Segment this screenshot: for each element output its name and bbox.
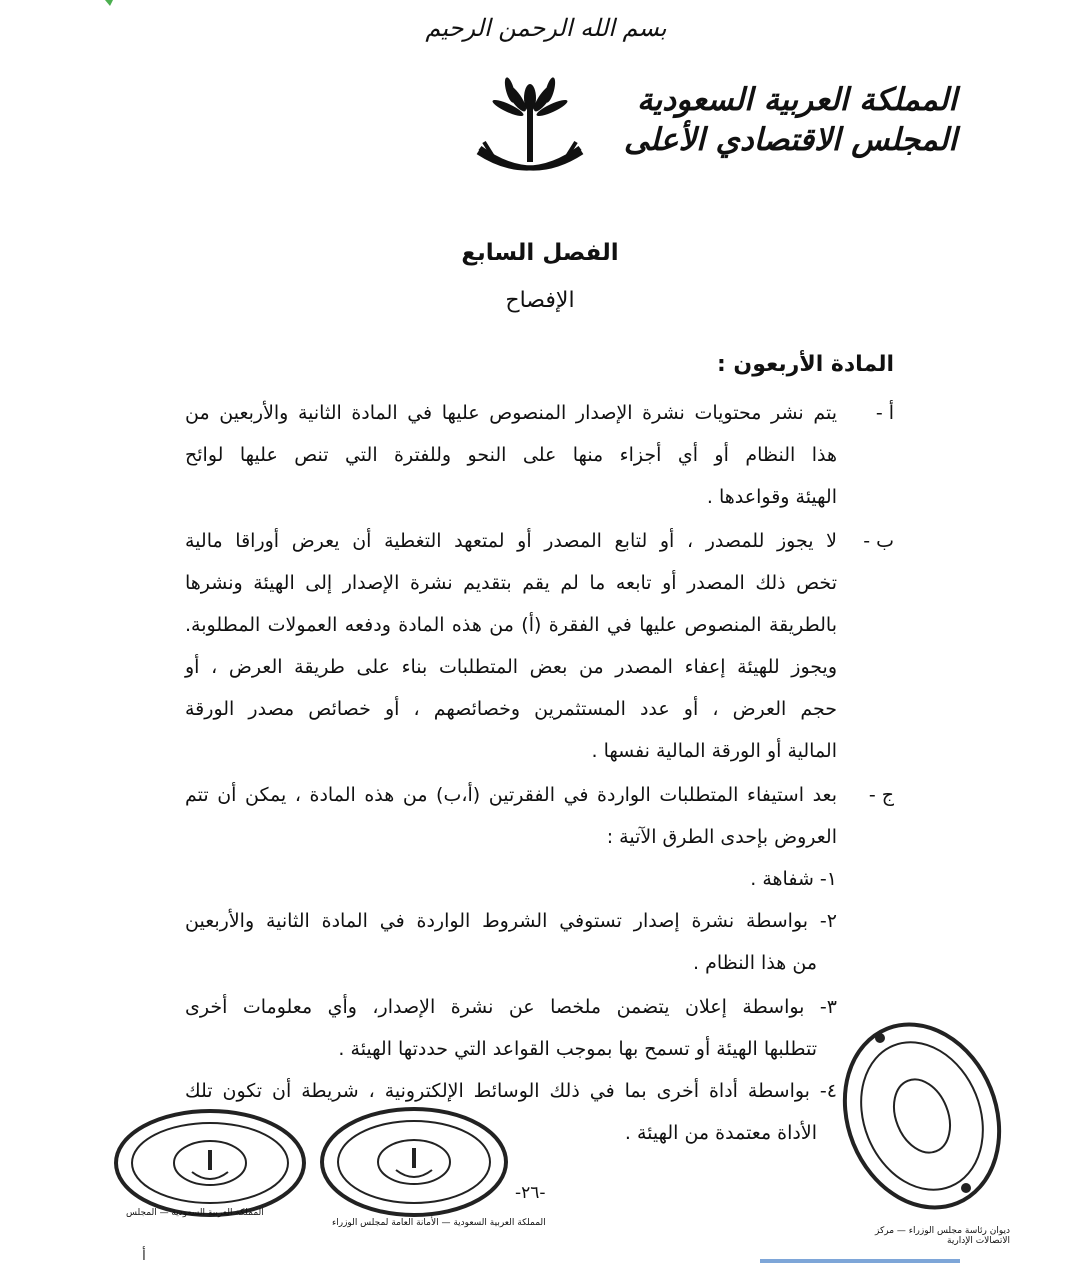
council-name: المجلس الاقتصادي الأعلى [623,122,957,159]
corner-triangle-icon [100,0,116,8]
chapter-title: الفصل السابع [461,240,619,266]
section-line: تخص ذلك المصدر أو تابعه ما لم يقم بتقديم نشرة الإصدار إلى الهيئة ونشرها [185,572,837,594]
basmala: بسم الله الرحمن الرحيم [425,14,667,42]
section-line: العروض بإحدى الطرق الآتية : [606,826,837,848]
left-stamp-icon [112,1108,308,1218]
section-marker: ب - [863,530,894,552]
chapter-subtitle: الإفصاح [505,288,575,313]
section-line: الهيئة وقواعدها . [706,486,837,508]
section-marker: أ - [875,402,894,424]
section-line: لا يجوز للمصدر ، أو لتابع المصدر أو لمتعهد التغطية أن يعرض أوراقا مالية [185,530,837,552]
letterhead [624,80,957,161]
section-line: هذا النظام أو أي أجزاء منها على النحو وللفترة التي تنص عليها لوائح [185,444,837,466]
section-line: بعد استيفاء المتطلبات الواردة في الفقرتين (أ،ب) من هذه المادة ، يمكن أن تتم [185,784,837,806]
middle-stamp-text: المملكة العربية السعودية — الأمانة العامة لمجلس الوزراء [332,1218,546,1228]
article-title: المادة الأربعون : [716,352,894,377]
list-item: من هذا النظام . [692,952,817,974]
list-item: ٤- بواسطة أداة أخرى بما في ذلك الوسائط الإلكترونية ، شريطة أن تكون تلك [185,1080,837,1102]
section-line: المالية أو الورقة المالية نفسها . [591,740,837,762]
right-stamp-icon [842,1016,1002,1216]
kingdom-name: المملكة العربية السعودية [637,82,957,118]
list-item: الأداة معتمدة من الهيئة . [624,1122,817,1144]
section-marker: ج - [868,784,894,806]
list-item: ١- شفاهة . [750,868,837,890]
list-item: تتطلبها الهيئة أو تسمح بها بموجب القواعد التي حددتها الهيئة . [338,1038,817,1060]
list-item: ٢- بواسطة نشرة إصدار تستوفي الشروط الواردة في المادة الثانية والأربعين [185,910,837,932]
section-line: ويجوز للهيئة إعفاء المصدر من بعض المتطلبات بناء على طريقة العرض ، أو [185,656,837,678]
section-line: بالطريقة المنصوص عليها في الفقرة (أ) من هذه المادة ودفعه العمولات المطلوبة. [185,614,837,636]
right-stamp-text: ديوان رئاسة مجلس الوزراء — مركز الاتصالات الإدارية [875,1226,1010,1246]
left-stamp-text: المملكة العربية السعودية — المجلس [126,1208,264,1218]
page-number: -٢٦- [515,1183,546,1203]
saudi-emblem-icon [470,68,590,190]
middle-stamp-icon [318,1106,510,1218]
section-line: حجم العرض ، أو عدد المستثمرين وخصائصهم ، أو خصائص مصدر الورقة [185,698,837,720]
corner-text: أ [142,1248,146,1264]
bottom-border [760,1259,960,1263]
list-item: ٣- بواسطة إعلان يتضمن ملخصا عن نشرة الإصدار، وأي معلومات أخرى [185,996,837,1018]
section-line: يتم نشر محتويات نشرة الإصدار المنصوص عليها في المادة الثانية والأربعين من [185,402,837,424]
